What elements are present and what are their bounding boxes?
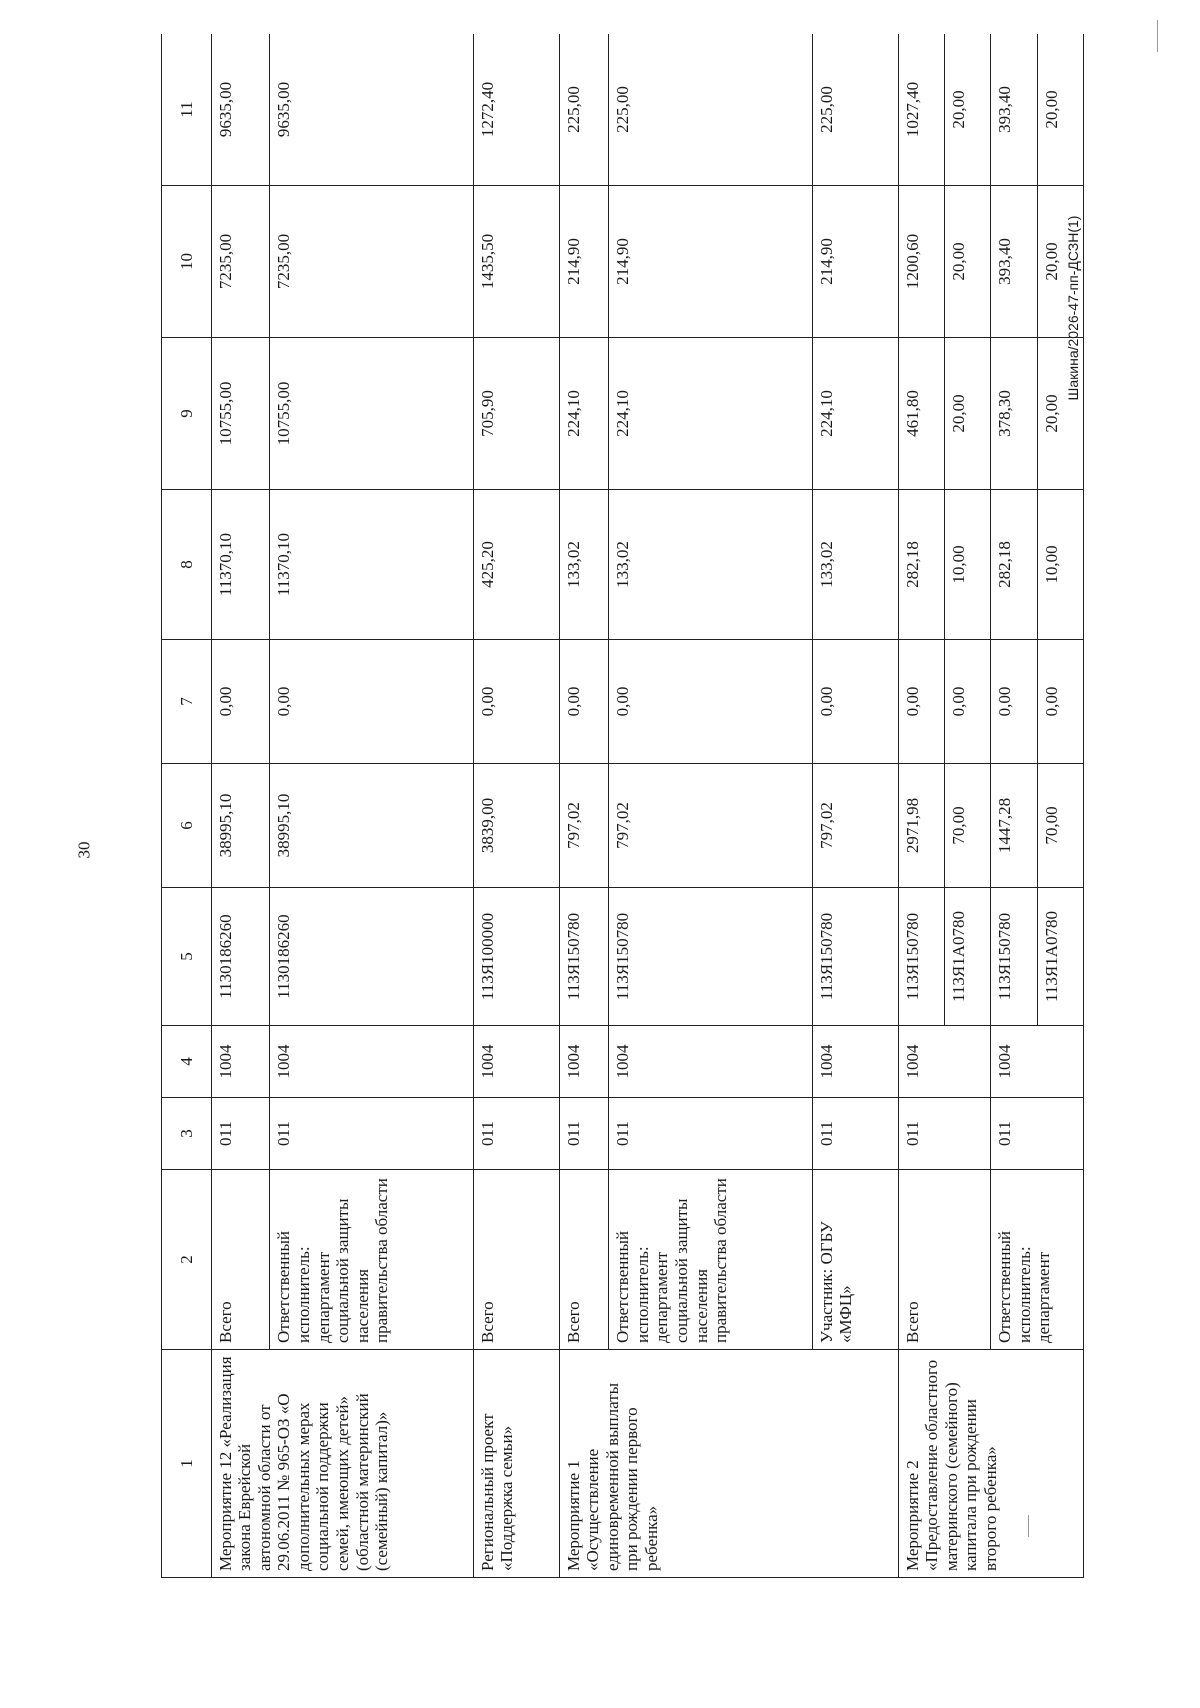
table-row bbox=[473, 34, 559, 1578]
table-cell: 20,00 bbox=[1037, 338, 1083, 490]
table-cell: 0,00 bbox=[812, 640, 898, 764]
table-cell: 224,10 bbox=[559, 338, 609, 490]
table-cell: 282,18 bbox=[898, 490, 944, 640]
table-cell: 113Я150780 bbox=[812, 888, 898, 1026]
table-cell: 113Я150780 bbox=[559, 888, 609, 1026]
table-cell: 461,80 bbox=[898, 338, 944, 490]
table-cell: 011 bbox=[559, 1098, 609, 1170]
table-cell: 224,10 bbox=[609, 338, 812, 490]
table-cell: 2971,98 bbox=[898, 764, 944, 888]
column-number: 10 bbox=[162, 186, 212, 338]
table-cell: 393,40 bbox=[991, 34, 1037, 186]
table-cell: 1272,40 bbox=[473, 34, 559, 186]
table-cell: 70,00 bbox=[944, 764, 990, 888]
role-cell: Всего bbox=[211, 1170, 270, 1350]
measure-cell: Мероприятие 2 «Предоставление областного материнского (семейного) капитала при рождении второго ребенка» bbox=[898, 1350, 1083, 1578]
table-cell: 113Я150780 bbox=[898, 888, 944, 1026]
column-number: 9 bbox=[162, 338, 212, 490]
table-cell: 0,00 bbox=[559, 640, 609, 764]
table-cell: 011 bbox=[270, 1098, 473, 1170]
table-cell: 1004 bbox=[898, 1026, 991, 1098]
table-cell: 1004 bbox=[991, 1026, 1084, 1098]
table-cell: 11370,10 bbox=[211, 490, 270, 640]
table-cell: 113Я1А0780 bbox=[1037, 888, 1083, 1026]
table-cell: 1004 bbox=[211, 1026, 270, 1098]
table-cell: 393,40 bbox=[991, 186, 1037, 338]
table-cell: 225,00 bbox=[609, 34, 812, 186]
table-cell: 20,00 bbox=[944, 34, 990, 186]
table-cell: 10755,00 bbox=[211, 338, 270, 490]
table-cell: 705,90 bbox=[473, 338, 559, 490]
table-cell: 0,00 bbox=[270, 640, 473, 764]
measure-cell: Мероприятие 1 «Осуществление единовременной выплаты при рождении первого ребенка» bbox=[559, 1350, 898, 1578]
table-cell: 214,90 bbox=[812, 186, 898, 338]
table-cell: 1435,50 bbox=[473, 186, 559, 338]
role-cell: Всего bbox=[898, 1170, 991, 1350]
role-cell: Всего bbox=[559, 1170, 609, 1350]
table-cell: 9635,00 bbox=[270, 34, 473, 186]
table-cell: 113Я100000 bbox=[473, 888, 559, 1026]
table-cell: 1004 bbox=[270, 1026, 473, 1098]
table-cell: 133,02 bbox=[812, 490, 898, 640]
table-cell: 011 bbox=[473, 1098, 559, 1170]
measure-cell: Мероприятие 12 «Реализация закона Еврейской автономной области от 29.06.2011 № 965-ОЗ «О дополнительных мерах социальной поддержки семей, имеющих детей» (областной материнский (семейный) капитал)» bbox=[211, 1350, 473, 1578]
column-number: 2 bbox=[162, 1170, 212, 1350]
column-number: 4 bbox=[162, 1026, 212, 1098]
role-cell: Ответственный исполнитель: департамент bbox=[991, 1170, 1084, 1350]
role-cell: Ответственный исполнитель: департамент социальной защиты населения правительства области bbox=[609, 1170, 812, 1350]
measure-cell: Региональный проект «Поддержка семьи» bbox=[473, 1350, 559, 1578]
table-row bbox=[898, 34, 944, 1578]
column-number: 8 bbox=[162, 490, 212, 640]
role-cell: Ответственный исполнитель: департамент социальной защиты населения правительства области bbox=[270, 1170, 473, 1350]
column-number: 3 bbox=[162, 1098, 212, 1170]
margin-mark bbox=[1157, 20, 1158, 52]
column-number-row bbox=[162, 34, 212, 1578]
table-cell: 0,00 bbox=[473, 640, 559, 764]
table-row bbox=[991, 34, 1037, 1578]
table-cell: 0,00 bbox=[1037, 640, 1083, 764]
table-cell: 10,00 bbox=[944, 490, 990, 640]
table-cell: 797,02 bbox=[559, 764, 609, 888]
table-cell: 1130186260 bbox=[211, 888, 270, 1026]
table-cell: 133,02 bbox=[559, 490, 609, 640]
table-cell: 214,90 bbox=[609, 186, 812, 338]
table-cell: 20,00 bbox=[944, 186, 990, 338]
table-cell: 20,00 bbox=[1037, 186, 1083, 338]
table-cell: 425,20 bbox=[473, 490, 559, 640]
role-cell: Всего bbox=[473, 1170, 559, 1350]
page-number: 30 bbox=[74, 841, 94, 859]
table-cell: 011 bbox=[812, 1098, 898, 1170]
table-cell: 1004 bbox=[473, 1026, 559, 1098]
table-cell: 225,00 bbox=[559, 34, 609, 186]
table-cell: 011 bbox=[898, 1098, 991, 1170]
budget-table bbox=[161, 34, 1084, 1578]
table-cell: 11370,10 bbox=[270, 490, 473, 640]
table-cell: 1004 bbox=[812, 1026, 898, 1098]
table-cell: 113Я1А0780 bbox=[944, 888, 990, 1026]
table-cell: 38995,10 bbox=[211, 764, 270, 888]
table-cell: 9635,00 bbox=[211, 34, 270, 186]
table-row bbox=[609, 34, 812, 1578]
table-cell: 011 bbox=[991, 1098, 1084, 1170]
table-cell: 224,10 bbox=[812, 338, 898, 490]
table-row bbox=[211, 34, 270, 1578]
table-cell: 011 bbox=[211, 1098, 270, 1170]
table-cell: 011 bbox=[609, 1098, 812, 1170]
table-cell: 20,00 bbox=[1037, 34, 1083, 186]
table-cell: 38995,10 bbox=[270, 764, 473, 888]
role-cell: Участник: ОГБУ «МФЦ» bbox=[812, 1170, 898, 1350]
table-cell: 113Я150780 bbox=[609, 888, 812, 1026]
table-cell: 0,00 bbox=[211, 640, 270, 764]
table-cell: 797,02 bbox=[609, 764, 812, 888]
table-cell: 7235,00 bbox=[270, 186, 473, 338]
table-cell: 378,30 bbox=[991, 338, 1037, 490]
table-cell: 3839,00 bbox=[473, 764, 559, 888]
table-row bbox=[559, 34, 609, 1578]
table-cell: 1004 bbox=[609, 1026, 812, 1098]
table-cell: 225,00 bbox=[812, 34, 898, 186]
table-cell: 0,00 bbox=[944, 640, 990, 764]
table-cell: 0,00 bbox=[991, 640, 1037, 764]
table-cell: 70,00 bbox=[1037, 764, 1083, 888]
table-frame bbox=[161, 34, 1084, 1578]
document-code: Шакина/2026-47-пп-ДСЗН(1) bbox=[1065, 215, 1081, 401]
table-cell: 20,00 bbox=[944, 338, 990, 490]
column-number: 1 bbox=[162, 1350, 212, 1578]
table-cell: 1130186260 bbox=[270, 888, 473, 1026]
table-row bbox=[270, 34, 473, 1578]
table-cell: 10755,00 bbox=[270, 338, 473, 490]
table-cell: 113Я150780 bbox=[991, 888, 1037, 1026]
column-number: 6 bbox=[162, 764, 212, 888]
table-cell: 10,00 bbox=[1037, 490, 1083, 640]
table-cell: 1004 bbox=[559, 1026, 609, 1098]
table-cell: 0,00 bbox=[898, 640, 944, 764]
table-cell: 0,00 bbox=[609, 640, 812, 764]
table-cell: 214,90 bbox=[559, 186, 609, 338]
table-cell: 1200,60 bbox=[898, 186, 944, 338]
table-cell: 1027,40 bbox=[898, 34, 944, 186]
table-cell: 282,18 bbox=[991, 490, 1037, 640]
table-row bbox=[812, 34, 898, 1578]
table-cell: 1447,28 bbox=[991, 764, 1037, 888]
table-cell: 797,02 bbox=[812, 764, 898, 888]
table-cell: 133,02 bbox=[609, 490, 812, 640]
column-number: 5 bbox=[162, 888, 212, 1026]
table-cell: 7235,00 bbox=[211, 186, 270, 338]
column-number: 11 bbox=[162, 34, 212, 186]
column-number: 7 bbox=[162, 640, 212, 764]
